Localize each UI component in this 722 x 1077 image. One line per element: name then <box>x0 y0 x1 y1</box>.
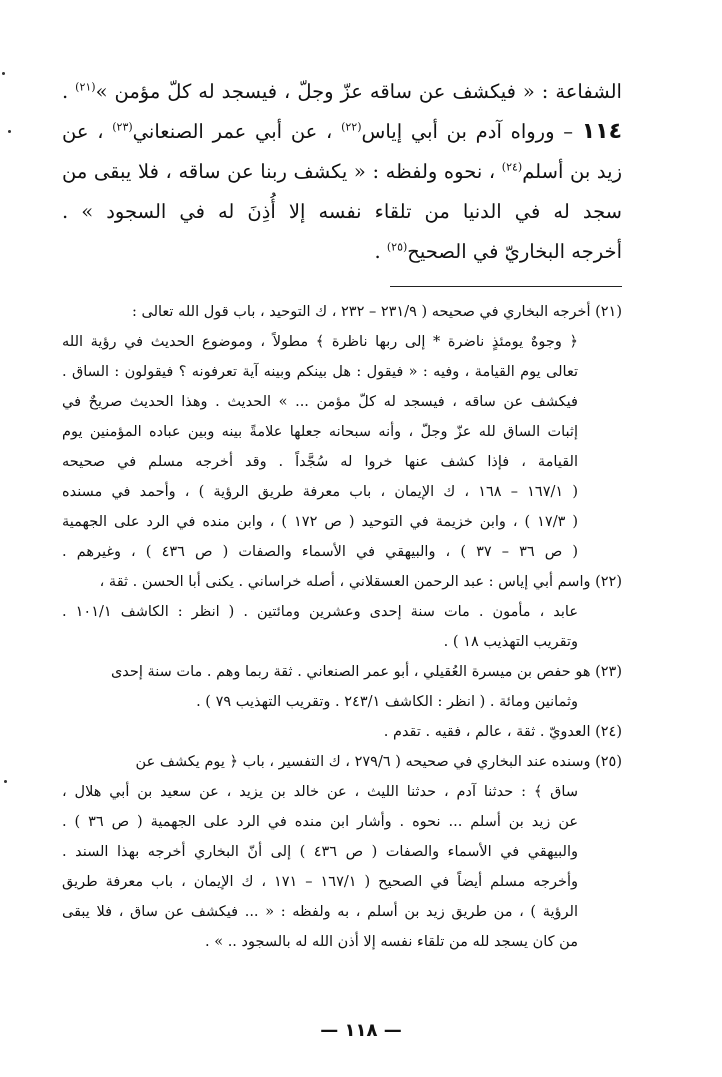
main-text-line-1 <box>62 72 622 112</box>
scan-speck <box>2 72 5 75</box>
main-text-line-2 <box>62 112 622 152</box>
main-text-line-5 <box>62 232 622 272</box>
hadith-number: ١١٤ <box>581 119 623 144</box>
footnote-22-line: وتقريب التهذيب ١٨ ) . <box>443 634 578 650</box>
footnote-divider <box>390 286 622 287</box>
footnote-25-line: ساق ﴾ : حدثنا آدم ، حدثنا الليث ، عن خالد بن يزيد ، عن سعيد بن أبي هلال ، <box>62 784 578 800</box>
page-number: — ١١٨ — <box>320 1020 402 1041</box>
footnote-21-line: إثبات الساق لله عزّ وجلّ ، وأنه سبحانه جعلها علامةً بينه وبين عباده المؤمنين يوم <box>62 424 578 440</box>
footnote-ref-24[interactable]: (٢٤) <box>501 160 523 174</box>
main-text-line-4: سجد له في الدنيا من تلقاء نفسه إلا أُذِنَ له في السجود » . <box>62 200 622 223</box>
book-page <box>62 72 622 957</box>
footnote-21-line: ( ص ٣٦ – ٣٧ ) ، والبيهقي في الأسماء والصفات ( ص ٤٣٦ ) ، وغيرهم . <box>62 544 579 560</box>
footnote-21-line: فيكشف عن ساقه ، فيسجد له كلّ مؤمن ... » الحديث . وهذا الحديث صريحٌ في <box>62 394 578 410</box>
main-text-segment: ، عن <box>62 120 113 143</box>
footnote-23-line: (٢٣) هو حفص بن ميسرة العُقيلي ، أبو عمر الصنعاني . ثقة ربما وهم . مات سنة إحدى <box>110 664 622 680</box>
footnote-23-line: وثمانين ومائة . ( انظر : الكاشف ٢٤٣/١ . وتقريب التهذيب ٧٩ ) . <box>196 694 578 710</box>
footnote-25-line: والبيهقي في الأسماء والصفات ( ص ٤٣٦ ) إلى أنّ البخاري أخرجه بهذا السند . <box>62 844 578 860</box>
footnote-21-line: تعالى يوم القيامة ، وفيه : « فيقول : هل بينكم وبينه آية تعرفونه ؟ فيقولون : الساق . <box>62 364 578 380</box>
footnote-21-line: (٢١) أخرجه البخاري في صحيحه ( ٢٣١/٩ – ٢٣٢ ، ك التوحيد ، باب قول الله تعالى : <box>132 304 622 320</box>
footnote-22-line: (٢٢) واسم أبي إياس : عبد الرحمن العسقلاني ، أصله خراساني . يكنى أبا الحسن . ثقة ، <box>99 574 622 590</box>
footnote-ref-21[interactable]: (٢١) <box>75 80 96 94</box>
footnotes-section <box>62 297 622 957</box>
main-text-segment: . <box>374 240 387 263</box>
footnote-ref-22[interactable]: (٢٢) <box>341 120 362 134</box>
footnote-25-line: وأخرجه مسلم أيضاً في الصحيح ( ١٦٧/١ – ١٧١ ، ك الإيمان ، باب معرفة طريق <box>62 874 578 890</box>
footnote-25-line: عن زيد بن أسلم ... نحوه . وأشار ابن منده في الرد على الجهمية ( ص ٣٦ ) . <box>62 814 579 830</box>
footnote-21-line: ( ١٧/٣ ) ، وابن خزيمة في التوحيد ( ص ١٧٢ ) ، وابن منده في الرد على الجهمية <box>62 514 578 530</box>
footnote-21-line: ﴿ وجوهٌ يومئذٍ ناضرة * إلى ربها ناظرة ﴾ مطولاً ، وموضوع الحديث في رؤية الله <box>62 334 578 350</box>
main-text-segment: زيد بن أسلم <box>522 160 622 183</box>
footnote-25-line: (٢٥) وسنده عند البخاري في صحيحه ( ٢٧٩/٦ ، ك التفسير ، باب ﴿ يوم يكشف عن <box>135 754 622 770</box>
footnote-25-line: الرؤية ) ، من طريق زيد بن أسلم ، به ولفظه : « ... فيكشف عن ساق ، فلا يبقى <box>62 904 578 920</box>
footnote-22-line: عابد ، مأمون . مات سنة إحدى وعشرين ومائتين . ( انظر : الكاشف ١٠١/١ . <box>62 604 579 620</box>
footnote-25-line: من كان يسجد لله من تلقاء نفسه إلا أذن الله له بالسجود .. » . <box>205 934 578 950</box>
footnote-ref-25[interactable]: (٢٥) <box>386 240 408 254</box>
main-text-segment: ، عن أبي عمر الصنعاني <box>132 120 342 143</box>
main-text-segment: ، نحوه ولفظه : « يكشف ربنا عن ساقه ، فلا يبقى من <box>62 160 502 183</box>
scan-speck <box>8 130 11 133</box>
footnote-ref-23[interactable]: (٢٣) <box>112 120 133 134</box>
main-text-segment: – ورواه آدم بن أبي إياس <box>361 120 582 143</box>
main-text-segment: . <box>62 80 76 103</box>
main-text-segment: أخرجه البخاريّ في الصحيح <box>407 240 622 263</box>
footnote-24-line: (٢٤) العدويّ . ثقة ، عالم ، فقيه . تقدم . <box>383 724 622 740</box>
main-text-segment: الشفاعة : « فيكشف عن ساقه عزّ وجلّ ، فيسجد له كلّ مؤمن » <box>95 80 622 103</box>
main-text-line-3 <box>62 152 622 192</box>
footnote-21-line: ( ١٦٧/١ – ١٦٨ ، ك الإيمان ، باب معرفة طريق الرؤية ) ، وأحمد في مسنده <box>62 484 578 500</box>
footnote-21-line: القيامة ، فإذا كشف عنها خروا له سُجَّداً . وقد أخرجه مسلم في صحيحه <box>62 454 578 470</box>
scan-speck <box>4 780 7 783</box>
